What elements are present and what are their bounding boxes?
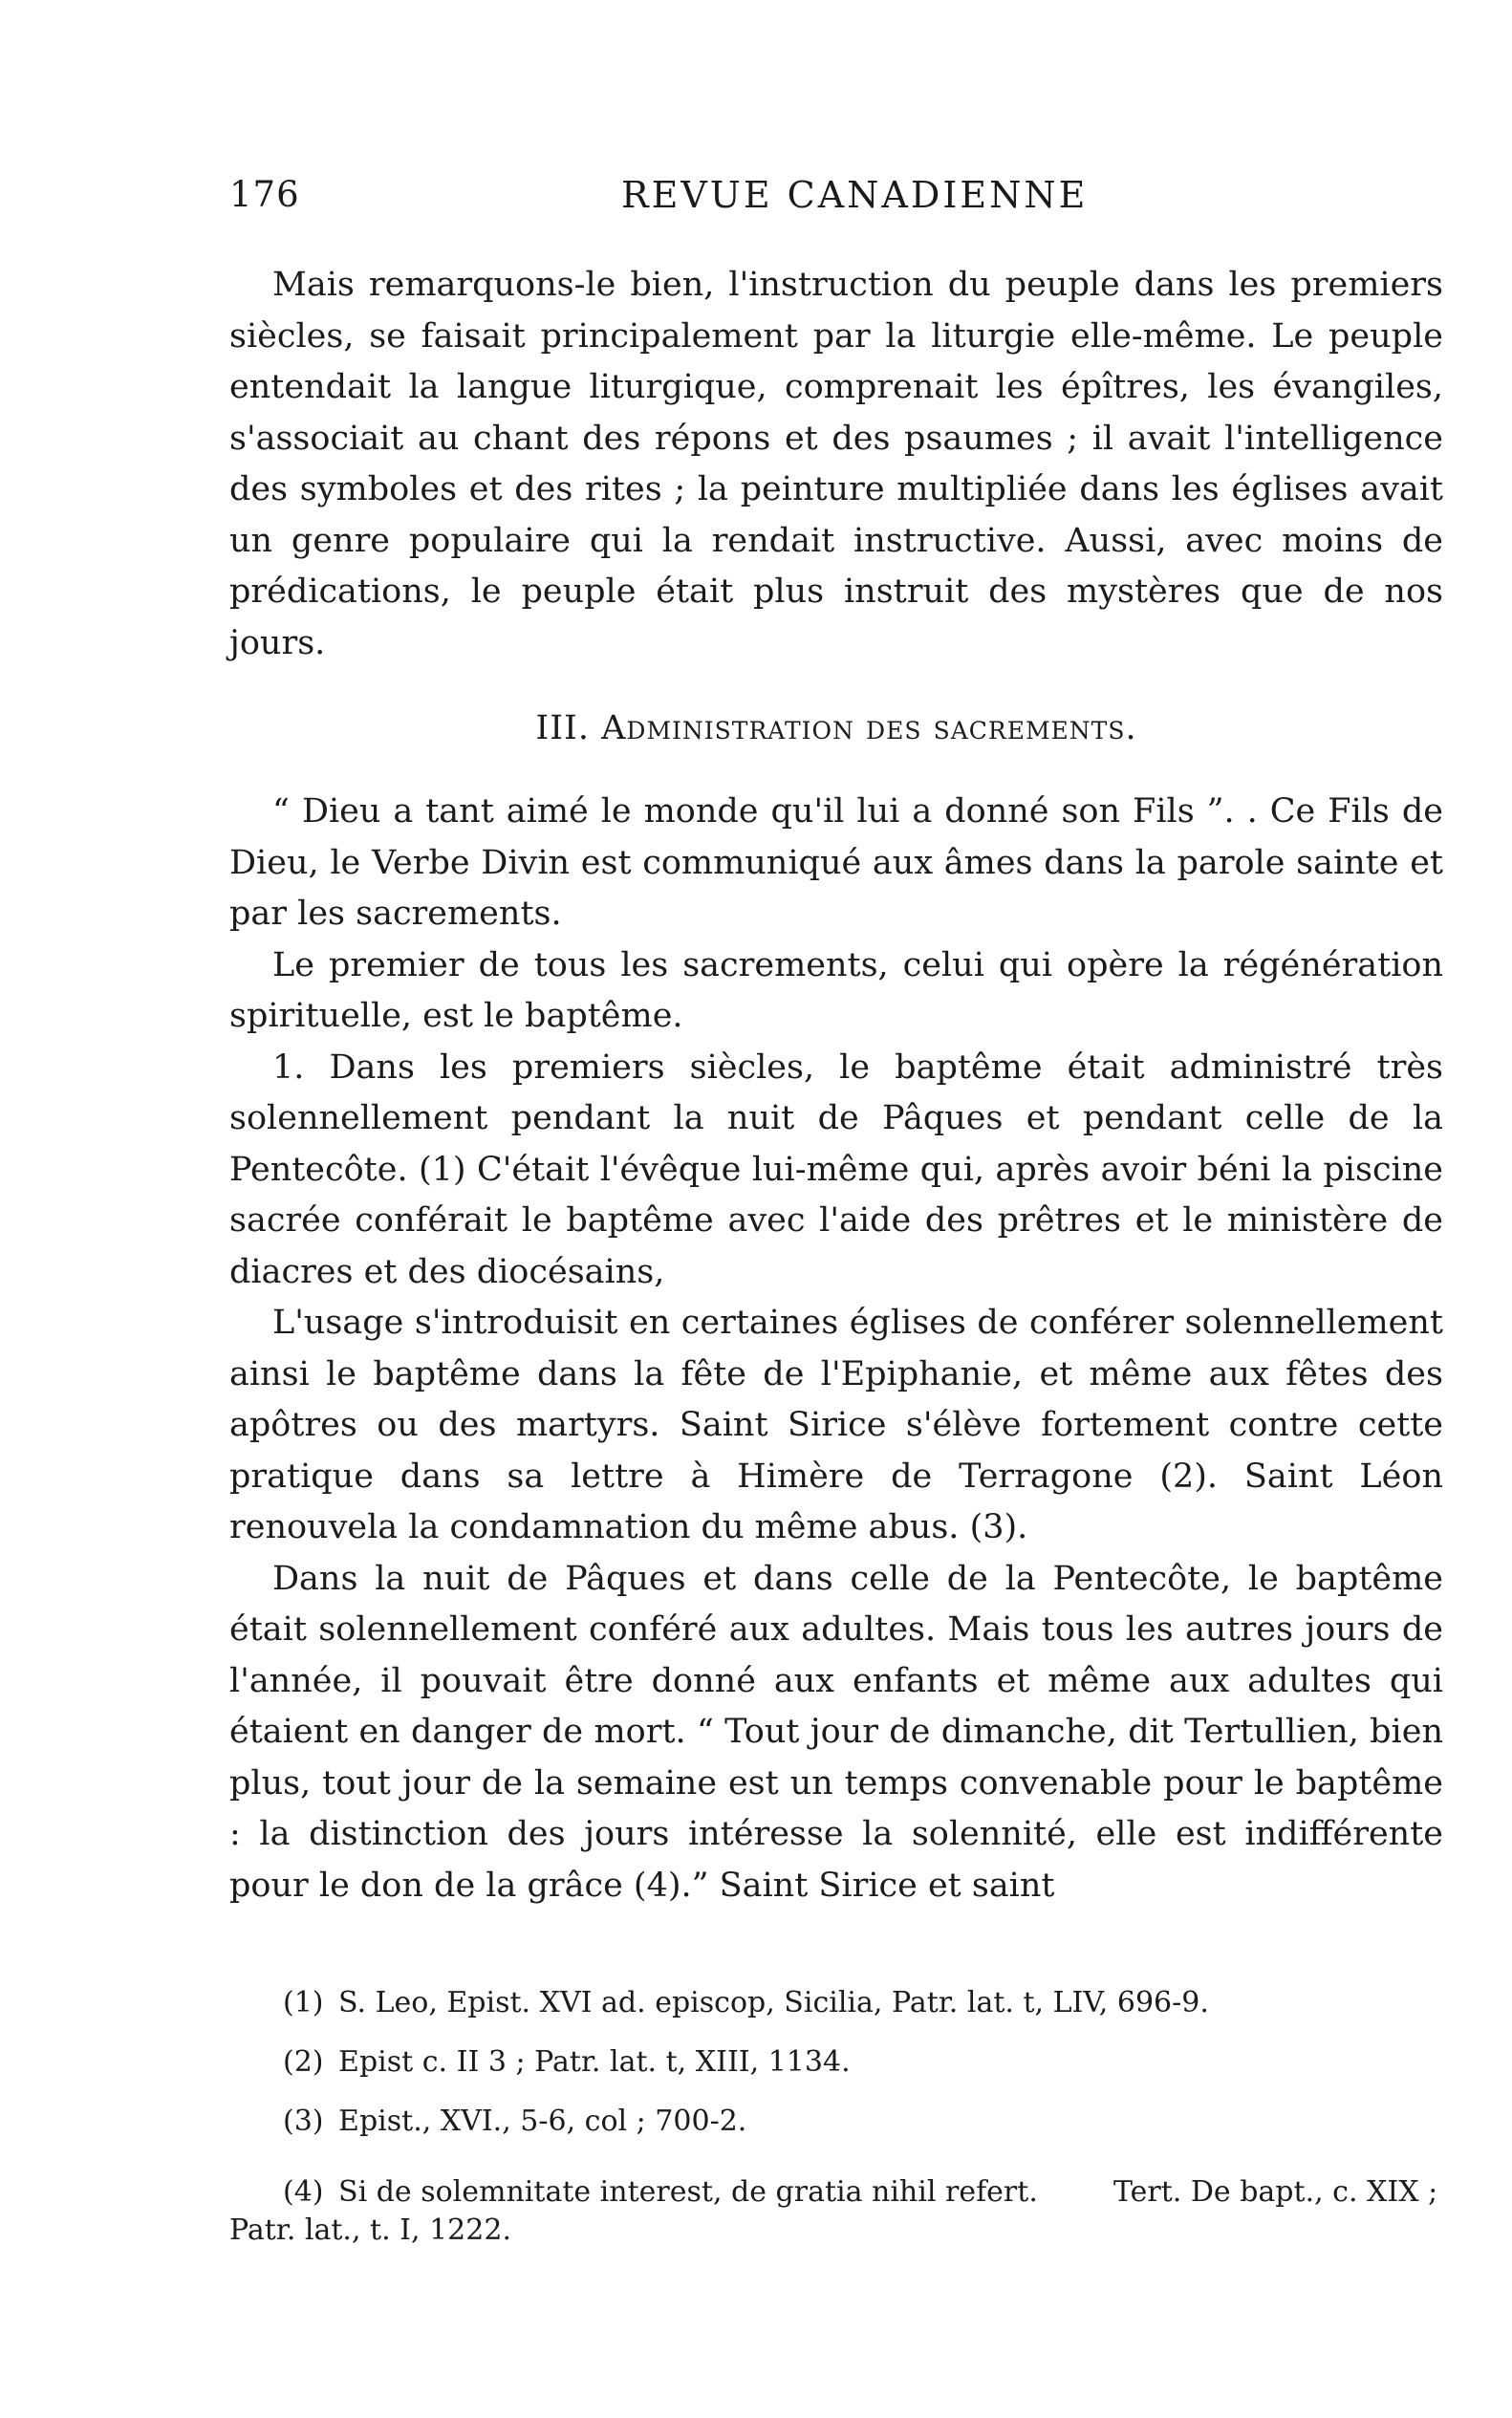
paragraph-easter-night: Dans la nuit de Pâques et dans celle de la Pentecôte, le baptême était solennellement conféré aux adultes. Mais tous les autres jours de l'année, il pouvait être donné aux enfants et même aux adultes qui étaient en danger de mort. “ Tout jour de dimanche, dit Tertullien, bien plus, tout jour de la semaine est un temps convenable pour le baptême : la distinction des jours intéresse la solennité, elle est indifférente pour le don de la grâce (4).” Saint Sirice et saint <box>229 1559 1443 1905</box>
paragraph-first-sacrament: Le premier de tous les sacrements, celui qui opère la régénération spirituelle, est le baptême. <box>229 945 1443 1035</box>
paragraph-liturgy: Mais remarquons-le bien, l'instruction du peuple dans les premiers siècles, se faisait principalement par la liturgie elle-même. Le peuple entendait la langue liturgique, comprenait les épîtres, les évangiles, s'associait au chant des répons et des psaumes ; il avait l'intelligence des symboles et des rites ; la peinture multipliée dans les églises avait un genre populaire qui la rendait instructive. Aussi, avec moins de prédications, le peuple était plus instruit des mystères que de nos jours. <box>229 266 1443 662</box>
footnote-text: Epist c. II 3 ; Patr. lat. t, XIII, 1134. <box>338 2045 851 2079</box>
footnote-text: S. Leo, Epist. XVI ad. episcop, Sicilia, Patr. lat. t, LIV, 696-9. <box>338 1986 1209 2019</box>
footnotes <box>229 1984 1443 2271</box>
footnote-4 <box>229 2173 1443 2250</box>
paragraph-usage: L'usage s'introduisit en certaines églises de conférer solennellement ainsi le baptême dans la fête de l'Epiphanie, et même aux fêtes des apôtres ou des martyrs. Saint Sirice s'élève fortement contre cette pratique dans sa lettre à Himère de Terragone (2). Saint Léon renouvela la condamnation du même abus. (3). <box>229 1304 1443 1546</box>
running-header <box>229 174 1443 231</box>
footnote-citation: Tert. De bapt., c. XIX ; Patr. lat., t. I, 1222. <box>229 2175 1438 2247</box>
paragraph-quote: “ Dieu a tant aimé le monde qu'il lui a donné son Fils ”. . Ce Fils de Dieu, le Verbe Divin est communiqué aux âmes dans la parole sainte et par les sacrements. <box>229 792 1443 933</box>
page-number: 176 <box>229 174 300 215</box>
footnote-mark: (1) <box>283 1986 324 2019</box>
footnote-mark: (4) <box>283 2175 324 2209</box>
section-heading <box>229 703 1443 754</box>
article-body <box>229 260 1443 1911</box>
footnote-1 <box>229 1984 1443 2022</box>
section-number: III. <box>535 709 590 747</box>
footnote-3 <box>229 2103 1443 2141</box>
paragraph-early-baptism: 1. Dans les premiers siècles, le baptême était administré très solennellement pendant la nuit de Pâques et pendant celle de la Pentecôte. (1) C'était l'évêque lui-même qui, après avoir béni la piscine sacrée conférait le baptême avec l'aide des prêtres et le ministère de diacres et des diocésains, <box>229 1047 1443 1291</box>
running-title: REVUE CANADIENNE <box>621 174 1089 216</box>
footnote-text: Epist., XVI., 5-6, col ; 700-2. <box>338 2105 747 2138</box>
footnote-mark: (3) <box>283 2105 324 2138</box>
section-title: Administration des sacrements. <box>601 709 1137 747</box>
footnote-mark: (2) <box>283 2045 324 2079</box>
footnote-2 <box>229 2043 1443 2082</box>
footnote-text: Si de solemnitate interest, de gratia nihil refert. <box>338 2175 1038 2209</box>
